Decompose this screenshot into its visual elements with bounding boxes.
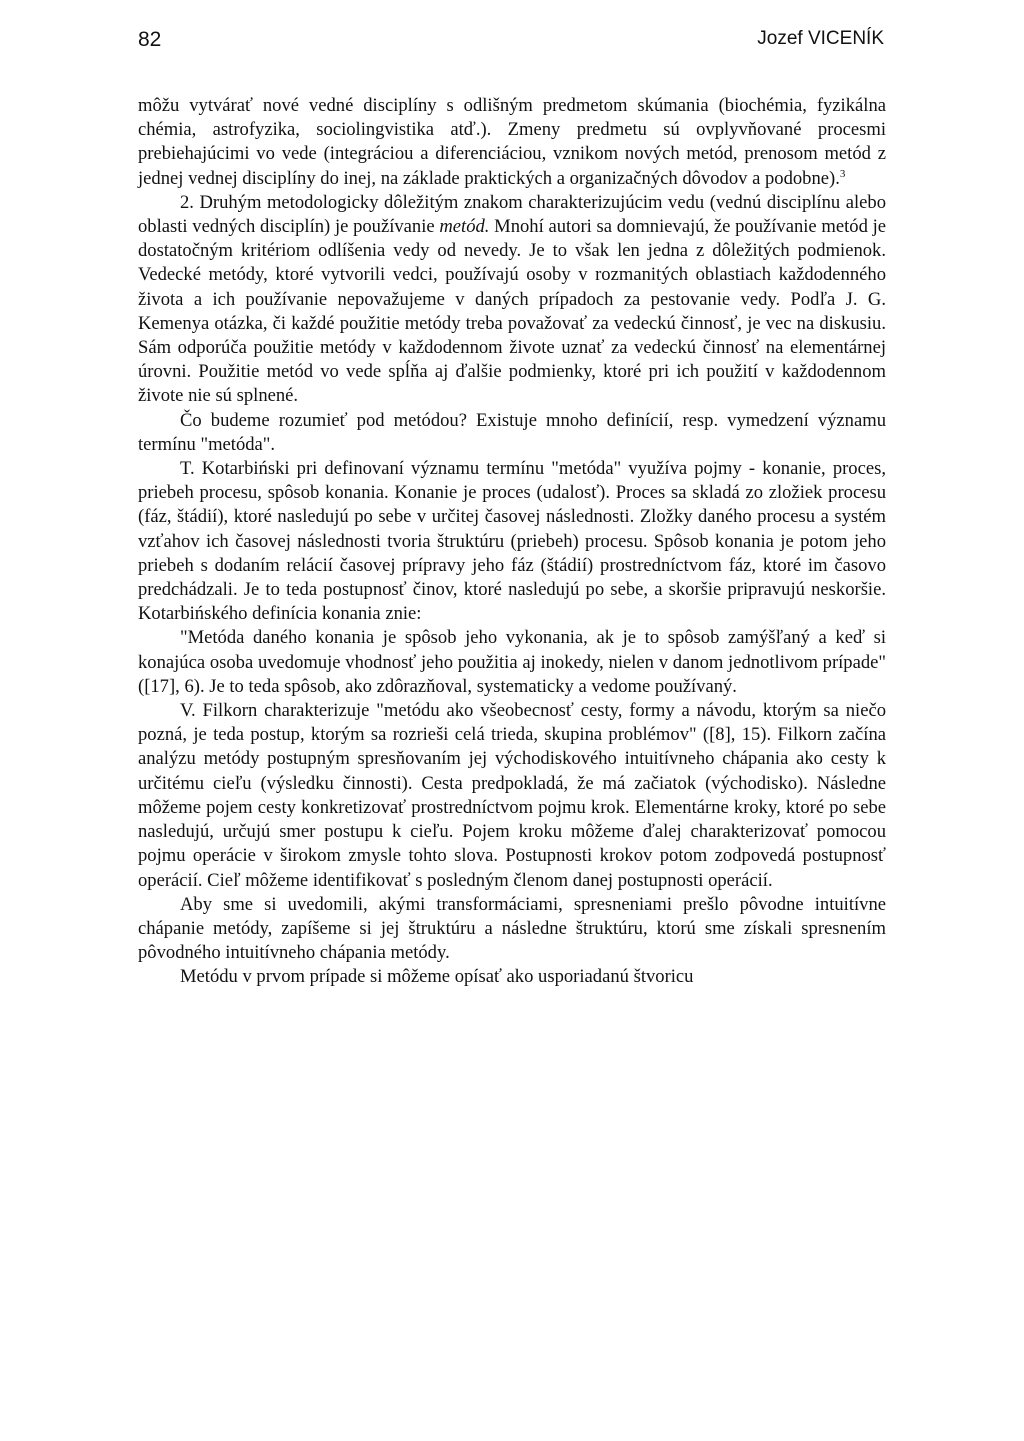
footnote-mark: 3 xyxy=(839,167,846,180)
paragraph-4: T. Kotarbiński pri definovaní významu termínu "metóda" využíva pojmy - konanie, proces, priebeh procesu, spôsob konania. Konanie je proces (udalosť). Proces sa skladá zo zložiek procesu (fáz, štádií), ktoré nasledujú po sebe v určitej časovej následnosti. Zložky daného procesu a systém vzťahov ich časovej následnosti tvoria štruktúru (priebeh) procesu. Spôsob konania je potom jeho priebeh s dodaním relácií časovej prípravy jeho fáz (štádií) prostredníctvom fáz, ktoré im časovo predchádzali. Je to teda postupnosť činov, ktoré nasledujú po sebe, a skoršie pripravujú neskoršie. Kotarbińského definícia konania znie: xyxy=(138,458,886,625)
paragraph-3: Čo budeme rozumieť pod metódou? Existuje mnoho definícií, resp. vymedzení významu termínu "metóda". xyxy=(138,409,886,455)
paragraph-2-text-before: 2. Druhým metodologicky dôležitým znakom charakterizujúcim vedu (vednú disciplínu alebo oblasti vedných disciplín) je používanie xyxy=(138,191,886,238)
running-head-author: Jozef VICENÍK xyxy=(757,28,884,49)
quotation-paragraph: "Metóda daného konania je spôsob jeho vykonania, ak je to spôsob zamýšľaný a keď si konajúca osoba uvedomuje vhodnosť jeho použitia aj inokedy, nielen v danom jednotlivom prípade" ([17], 6). Je to teda spôsob, ako zdôrazňoval, systematicky a vedome používaný. xyxy=(138,627,886,697)
paragraph-2-text-after: Mnohí autori sa domnievajú, že používanie metód je dostatočným kritériom odlíšenia vedy od nevedy. Je to však len jedna z dôležitých podmienok. Vedecké metódy, ktoré vytvorili vedci, používajú osoby v rozmanitých oblastiach každodenného života a ich používanie nepovažujeme v daných prípadoch za pestovanie vedy. Podľa J. G. Kemenya otázka, či každé použitie metódy treba považovať za vedeckú činnosť, je vec na diskusiu. Sám odporúča použitie metódy v každodennom živote uznať za vedeckú činnosť na elementárnej úrovni. Použitie metód vo vede spĺňa aj ďalšie podmienky, ktoré pri ich použití v každodennom živote nie sú splnené. xyxy=(138,216,886,407)
paragraph-2 xyxy=(138,191,886,409)
paragraph-1-text: môžu vytvárať nové vedné disciplíny s odlišným predmetom skúmania (biochémia, fyzikálna chémia, astrofyzika, sociolingvistika atď.). Zmeny predmetu sú ovplyvňované procesmi prebiehajúcimi vo vede (integráciou a diferenciáciou, vznikom nových metód, prenosom metód z jednej vednej disciplíny do inej, na základe praktických a organizačných dôvodov a podobne). xyxy=(138,95,886,189)
paragraph-7: Aby sme si uvedomili, akými transformáciami, spresneniami prešlo pôvodne intuitívne chápanie metódy, zapíšeme si jej štruktúru a následne štruktúru, ktorú sme získali spresnením pôvodného intuitívneho chápania metódy. xyxy=(138,893,886,964)
paragraph-8: Metódu v prvom prípade si môžeme opísať ako usporiadanú štvoricu xyxy=(180,966,694,988)
emphasis-metod: metód. xyxy=(439,216,490,238)
page-number: 82 xyxy=(138,28,162,51)
paragraph-6: V. Filkorn charakterizuje "metódu ako všeobecnosť cesty, formy a návodu, ktorým sa niečo pozná, je teda postup, ktorým sa rozrieši celá trieda, skupina problémov" ([8], 15). Filkorn začína analýzu metódy postupným spresňovaním jej východiskového intuitívneho chápania ako cesty k určitému cieľu (výsledku činnosti). Cesta predpokladá, že má začiatok (východisko). Následne môžeme pojem cesty konkretizovať prostredníctvom pojmu krok. Elementárne kroky, ktoré po sebe nasledujú, určujú smer postupu k cieľu. Pojem kroku môžeme ďalej charakterizovať pomocou pojmu operácie v širokom zmysle tohto slova. Postupnosti krokov potom zodpovedá postupnosť operácií. Cieľ môžeme identifikovať s posledným členom danej postupnosti operácií. xyxy=(138,700,886,891)
body-text xyxy=(138,94,886,990)
page-header xyxy=(138,28,884,62)
paragraph-1 xyxy=(138,94,886,191)
